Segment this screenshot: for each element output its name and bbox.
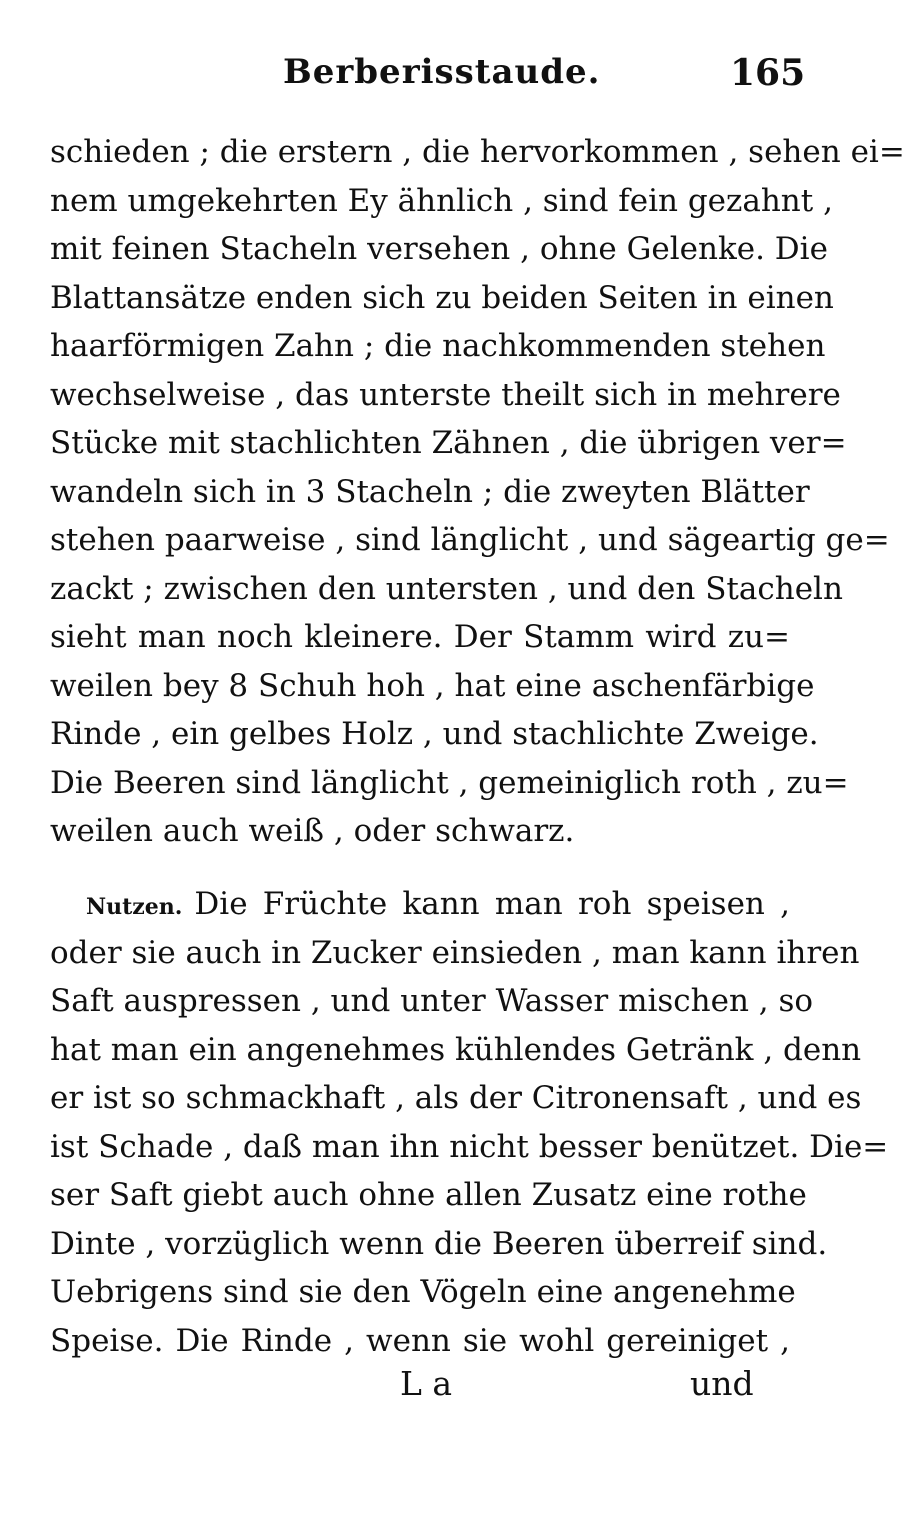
text-line: schieden ; die erstern , die hervorkommen , sehen ei= xyxy=(50,134,905,170)
text-line: sieht man noch kleinere. Der Stamm wird zu= xyxy=(50,619,790,655)
paragraph-description xyxy=(50,128,905,856)
text-line: wandeln sich in 3 Stacheln ; die zweyten Blätter xyxy=(50,473,810,510)
text-line-first xyxy=(50,880,790,929)
side-label: Nutzen. xyxy=(86,894,183,920)
running-title: Berberisstaude. xyxy=(283,52,601,92)
text-line: Rinde , ein gelbes Holz , und stachlichte Zweige. xyxy=(50,716,819,752)
text-line: ser Saft giebt auch ohne allen Zusatz eine rothe xyxy=(50,1177,807,1213)
catchword: und xyxy=(690,1364,754,1403)
text-line: hat man ein angenehmes kühlendes Getränk , denn xyxy=(50,1031,862,1068)
text-line: nem umgekehrten Ey ähnlich , sind fein gezahnt , xyxy=(50,182,833,219)
text-line: ist Schade , daß man ihn nicht besser benützet. Die= xyxy=(50,1128,889,1165)
text-line: Stücke mit stachlichten Zähnen , die übrigen ver= xyxy=(50,425,847,461)
text-line: er ist so schmackhaft , als der Citronensaft , und es xyxy=(50,1080,862,1116)
paragraph-nutzen xyxy=(50,880,889,1365)
text-line: oder sie auch in Zucker einsieden , man kann ihren xyxy=(50,934,860,971)
text-line: mit feinen Stacheln versehen , ohne Gelenke. Die xyxy=(50,231,828,267)
page-header xyxy=(0,52,830,102)
text-line: Speise. Die Rinde , wenn sie wohl gereiniget , xyxy=(50,1322,790,1359)
text-line: Saft auspressen , und unter Wasser mischen , so xyxy=(50,983,814,1019)
text-line: Dinte , vorzüglich wenn die Beeren überreif sind. xyxy=(50,1225,828,1262)
text-line-lead: Die Früchte kann man roh speisen , xyxy=(194,886,790,922)
page-number: 165 xyxy=(730,52,806,94)
text-line: weilen auch weiß , oder schwarz. xyxy=(50,813,575,849)
text-line: haarförmigen Zahn ; die nachkommenden stehen xyxy=(50,328,826,364)
text-line: Uebrigens sind sie den Vögeln eine angenehme xyxy=(50,1274,796,1310)
text-line: Blattansätze enden sich zu beiden Seiten in einen xyxy=(50,279,834,316)
text-line: weilen bey 8 Schuh hoh , hat eine aschenfärbige xyxy=(50,667,815,704)
text-line: wechselweise , das unterste theilt sich in mehrere xyxy=(50,376,841,413)
text-line: stehen paarweise , sind länglicht , und sägeartig ge= xyxy=(50,522,890,558)
text-line: zackt ; zwischen den untersten , und den Stacheln xyxy=(50,570,843,607)
signature-mark: L a xyxy=(400,1364,453,1403)
page-footer xyxy=(0,1364,830,1414)
text-line: Die Beeren sind länglicht , gemeiniglich roth , zu= xyxy=(50,764,849,801)
